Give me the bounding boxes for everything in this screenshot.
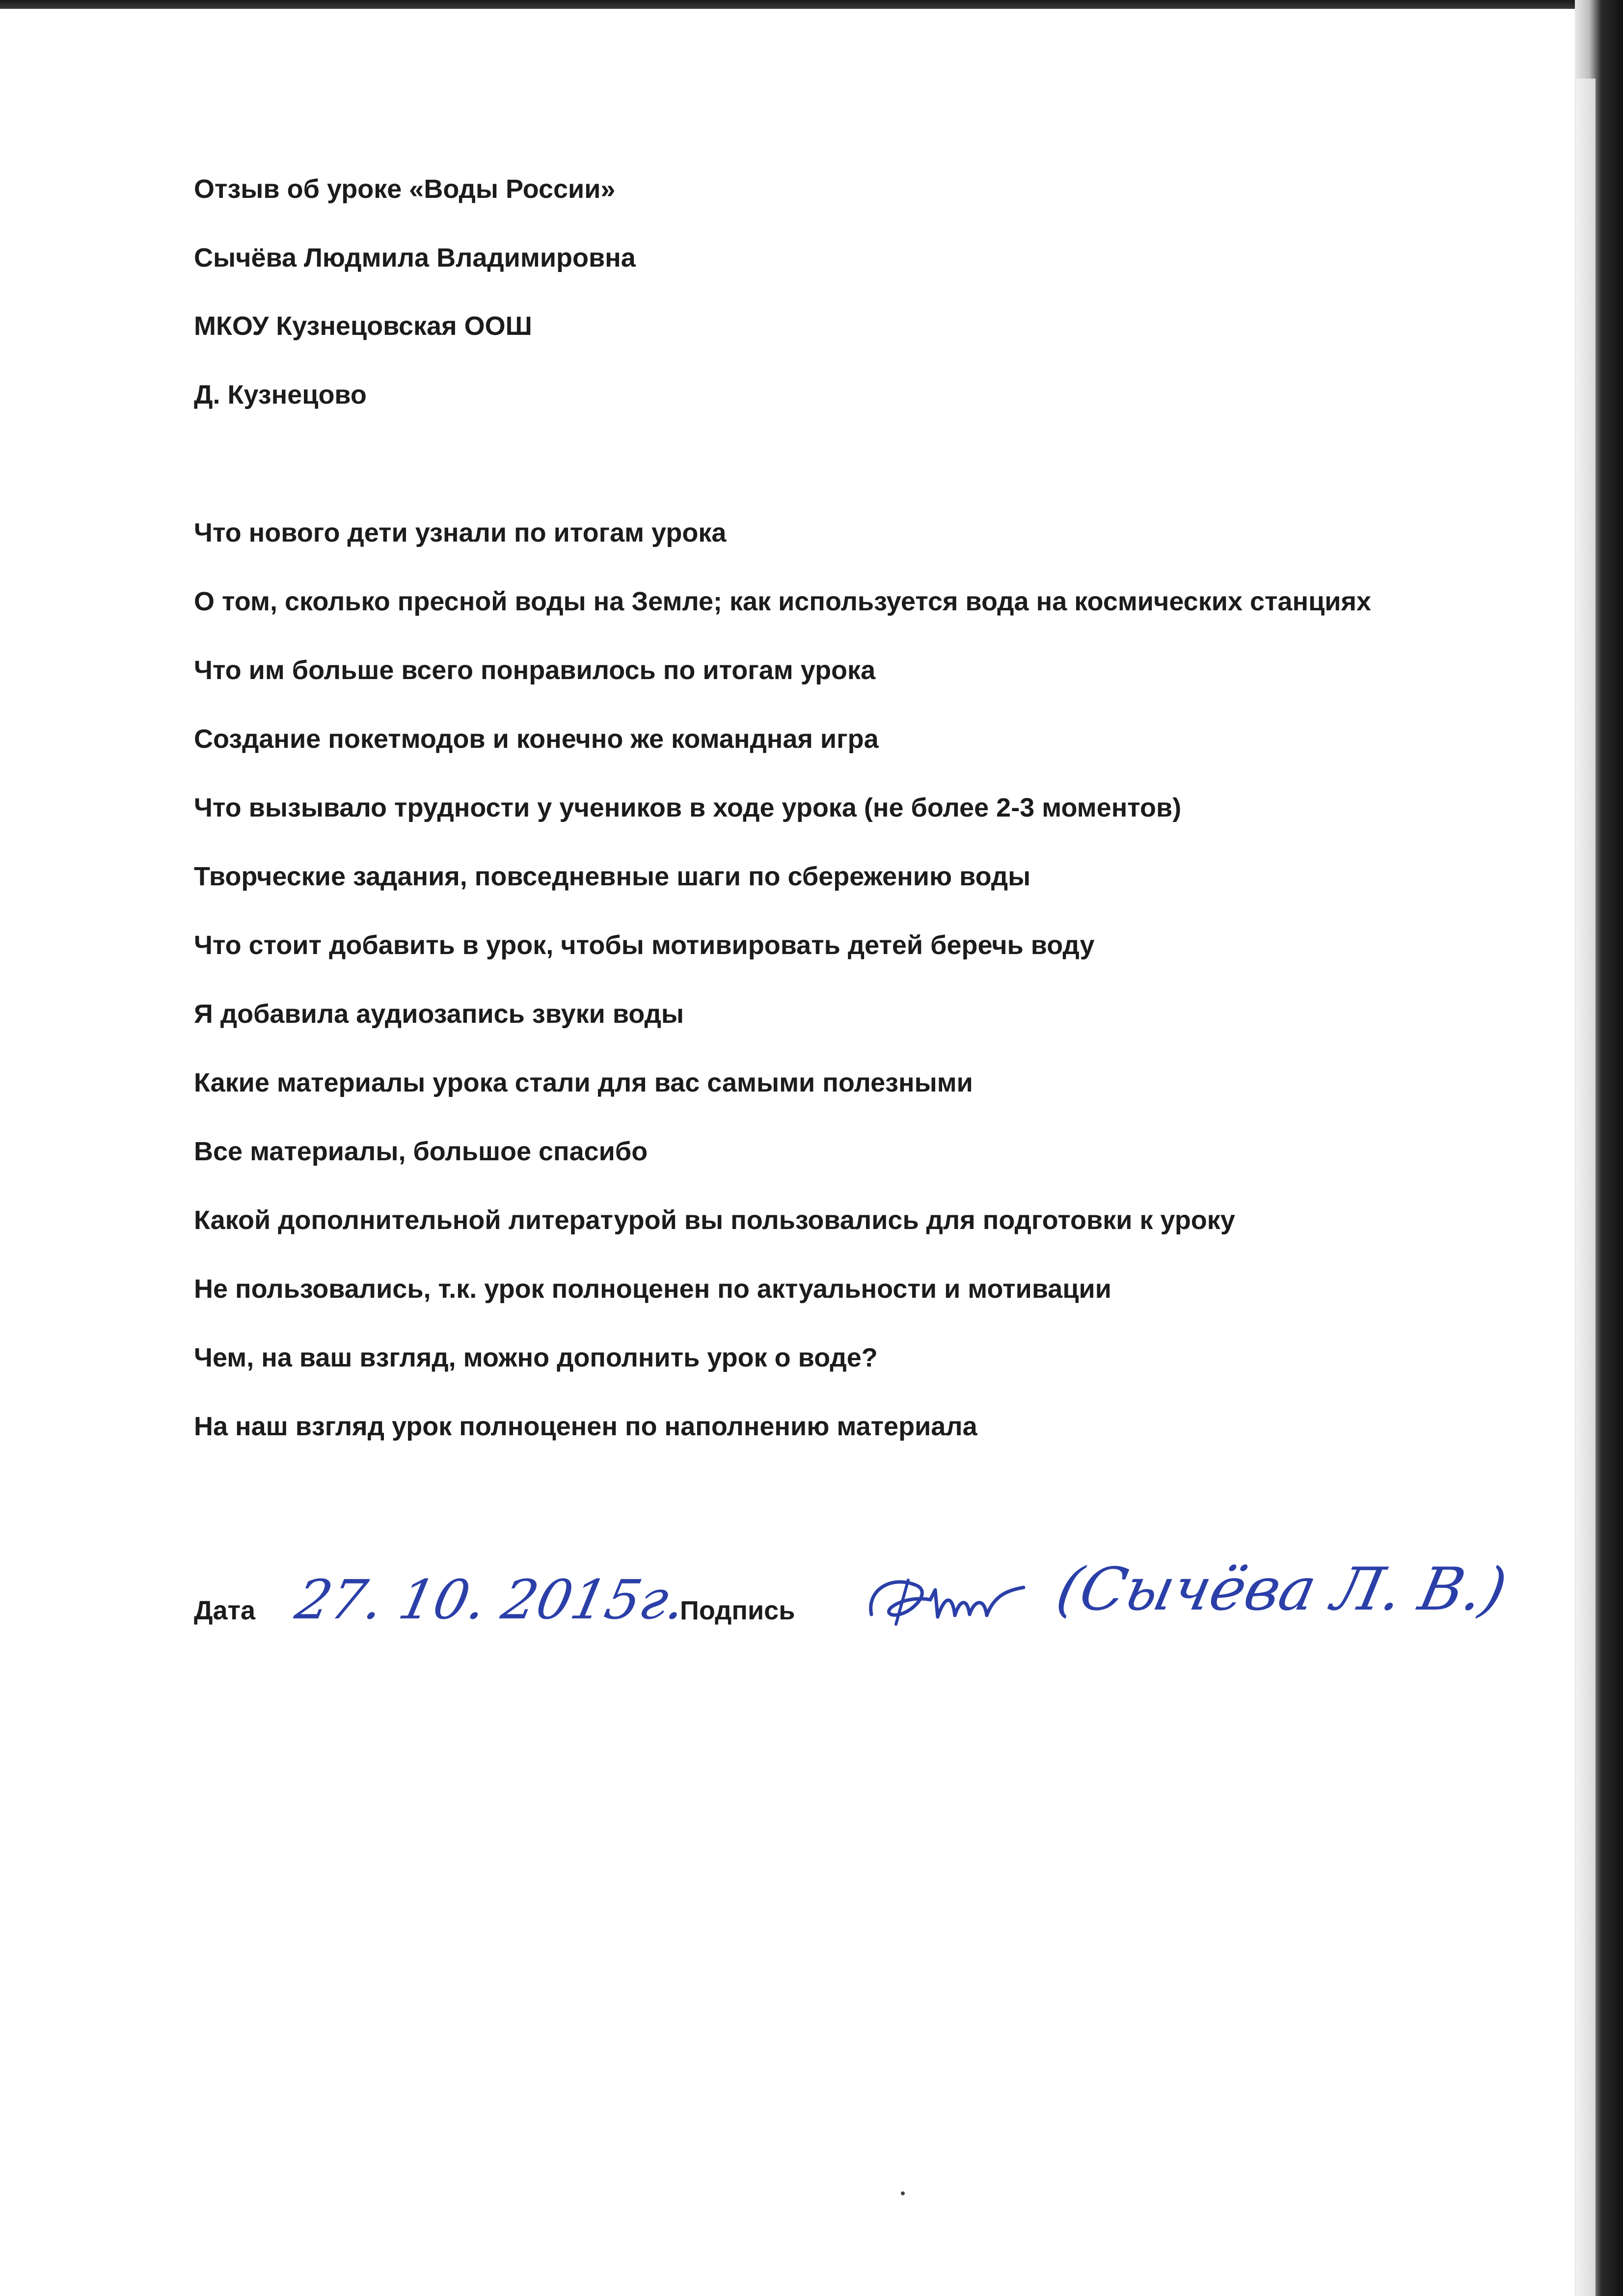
answer-6: Не пользовались, т.к. урок полноценен по актуальности и мотивации [194, 1274, 1111, 1304]
answer-1: О том, сколько пресной воды на Земле; как используется вода на космических станциях [194, 587, 1372, 616]
date-label: Дата [194, 1596, 255, 1625]
answer-3: Творческие задания, повседневные шаги по сбережению воды [194, 862, 1031, 891]
question-3: Что вызывало трудности у учеников в ходе урока (не более 2-3 моментов) [194, 793, 1182, 822]
signature-row [194, 1551, 1569, 1639]
answer-5: Все материалы, большое спасибо [194, 1137, 648, 1166]
scan-edge-right-highlight [1576, 79, 1596, 2296]
answer-4: Я добавила аудиозапись звуки воды [194, 999, 684, 1029]
question-4: Что стоит добавить в урок, чтобы мотивировать детей беречь воду [194, 930, 1095, 960]
answer-7: На наш взгляд урок полноценен по наполнению материала [194, 1412, 977, 1441]
signature-label: Подпись [680, 1596, 795, 1625]
scan-edge-top [0, 0, 1623, 9]
handwritten-signature-name: (Сычёва Л. В.) [1051, 1556, 1513, 1624]
question-7: Чем, на ваш взгляд, можно дополнить урок о воде? [194, 1343, 878, 1372]
handwritten-signature-mark [862, 1560, 1038, 1634]
village-name: Д. Кузнецово [194, 380, 367, 410]
answer-2: Создание покетмодов и конечно же командная игра [194, 724, 879, 754]
school-name: МКОУ Кузнецовская ООШ [194, 311, 532, 341]
question-2: Что им больше всего понравилось по итогам урока [194, 656, 876, 685]
lesson-title: Отзыв об уроке «Воды России» [194, 174, 616, 204]
document-page [0, 9, 1575, 2296]
handwritten-date: 27. 10. 2015г. [290, 1568, 692, 1631]
question-6: Какой дополнительной литературой вы пользовались для подготовки к уроку [194, 1205, 1235, 1235]
question-1: Что нового дети узнали по итогам урока [194, 518, 727, 547]
author-name: Сычёва Людмила Владимировна [194, 243, 636, 273]
question-5: Какие материалы урока стали для вас самыми полезными [194, 1068, 973, 1097]
scan-speck [901, 2191, 905, 2195]
